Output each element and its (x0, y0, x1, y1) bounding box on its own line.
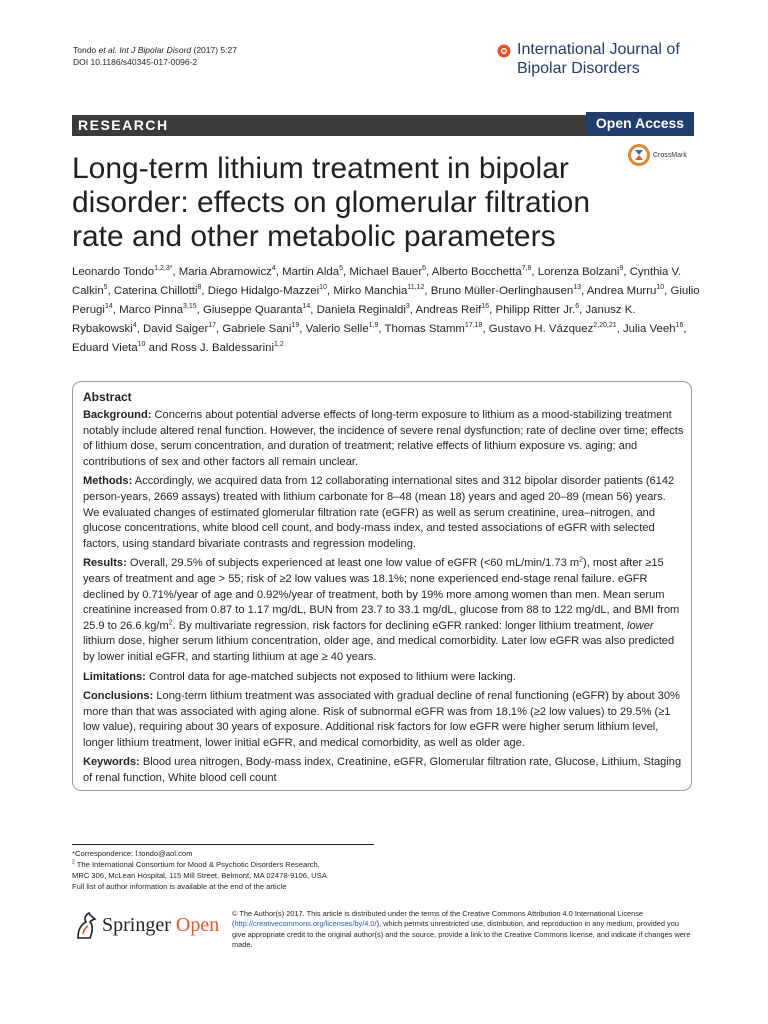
author[interactable]: Mirko Manchia$^{11,12}$ (333, 284, 425, 297)
license-text: © The Author(s) 2017. This article is distributed under the terms of the Creative Commons Attribution 4.0 International License (http://creativecommons.org/licenses/by/4.0/), which permits unrestricted use, distribution, and reproduction in any medium, provided you give appropriate credit to the original author(s) and the source, provide a link to the Creative Commons license, and indicate if changes were made. (232, 909, 691, 950)
author-info-note: Full list of author information is available at the end of the article (72, 882, 287, 891)
author-list: Leonardo Tondo$^{1,2,3*}$, Maria Abramowicz$^4$, Martin Alda$^5$, Michael Bauer$^6$, Alberto Bocchetta$^{7,8}$, Lorenza Bolzani$^9$, Cynthia V. Calkin$^5$, Caterina Chillotti$^8$, Diego Hidalgo-Mazzei$^{10}$, Mirko Manchia$^{11,12}$, Bruno Müller-Oerlinghausen$^{13}$, Andrea Murru$^{10}$, Giulio Perugi$^{14}$, Marco Pinna$^{3,15}$, Giuseppe Quaranta$^{14}$, Daniela Reginaldi$^3$, Andreas Reif$^{16}$, Philipp Ritter Jr.$^6$, Janusz K. Rybakowski$^4$, David Saiger$^{17}$, Gabriele Sani$^{19}$, Valerio Selle$^{1,9}$, Thomas Stamm$^{17,18}$, Gustavo H. Vázquez$^{2,20,21}$, Julia Veeh$^{16}$, Eduard Vieta$^{10}$ and Ross J. Baldessarini$^{1,2}$ (72, 265, 700, 354)
affiliation-note: $^2$ The International Consortium for Mood & Psychotic Disorders Research, (72, 859, 320, 869)
author[interactable]: Julia Veeh$^{16}$ (622, 322, 684, 335)
open-access-badge: Open Access (586, 112, 694, 135)
author[interactable]: Philipp Ritter Jr.$^6$ (495, 303, 580, 316)
crossmark-label: CrossMark (653, 151, 687, 159)
crossmark-icon (627, 143, 651, 167)
author[interactable]: Eduard Vieta$^{10}$ (72, 341, 146, 354)
abstract-background: Background: Concerns about potential adverse effects of long-term exposure to lithium as a mood-stabilizing treatment notably include altered renal function. However, the incidence of severe renal dysfunction; rate of decline over time; effects of lithium dose, serum concentration, and duration of treatment; relative effects of lithium exposure vs. aging; and contributions of sex and other factors all remain unclear. (83, 409, 684, 468)
footnotes (72, 848, 392, 892)
abstract-heading: Abstract (83, 390, 132, 404)
abstract-keywords: Keywords: Blood urea nitrogen, Body-mass index, Creatinine, eGFR, Glomerular filtration rate, Glucose, Lithium, Staging of renal function, White blood cell count (83, 756, 682, 785)
author[interactable]: David Saiger$^{17}$ (143, 322, 217, 335)
springer-horse-icon (74, 910, 98, 940)
author[interactable]: Alberto Bocchetta$^{7,8}$ (431, 265, 532, 278)
crossmark-button[interactable] (627, 143, 687, 167)
author[interactable]: Daniela Reginaldi$^3$ (316, 303, 410, 316)
author[interactable]: Giulio Perugi$^{14}$ (72, 285, 700, 316)
article-type-label: RESEARCH (78, 117, 169, 133)
author[interactable]: Valerio Selle$^{1,9}$ (305, 322, 379, 335)
citation (73, 44, 237, 68)
abstract-results: Results: Overall, 29.5% of subjects experienced at least one low value of eGFR (<60 mL/min/1.73 $m^2$), most after ≥15 years of treatment and age > 55; risk of ≥2 low values was 18.1%; none experienced end-stage renal failure. eGFR declined by 0.71%/year of age and 0.92%/year of treatment, both by 19% more among women than men. Mean serum creatinine increased from 0.87 to 1.17 mg/dL, BUN from 23.7 to 33.1 mg/dL, glucose from 88 to 122 mg/dL, and BMI from 25.9 to 26.6 $kg/m^2$. By multivariate regression, risk factors for declining eGFR ranked: longer lithium treatment, lower lithium dose, higher serum lithium concentration, older age, and medical comorbidity. Later low eGFR was also predicted by lower initial eGFR, and starting lithium at age ≥ 40 years. (83, 556, 680, 663)
abstract-methods: Methods: Accordingly, we acquired data from 12 collaborating international sites and 312 bipolar disorder patients (6142 person-years, 2669 assays) treated with lithium carbonate for 8–48 (mean 18) years and aged 20–89 (mean 56) years. We evaluated changes of estimated glomerular filtration rate (eGFR) as well as serum creatinine, urea–nitrogen, and glucose concentrations, white blood cell count, and body-mass index, and tested associations of eGFR with selected factors, using standard bivariate contrasts and regression modeling. (83, 475, 675, 550)
license-link[interactable]: http://creativecommons.org/licenses/by/4.0/ (234, 919, 377, 929)
journal-logo-icon (497, 44, 511, 58)
abstract-limitations: Limitations: Control data for age-matched subjects not exposed to lithium were lacking. (83, 670, 516, 683)
springer-open-wordmark: Springer Open (102, 913, 220, 936)
author[interactable]: Michael Bauer$^6$ (349, 265, 427, 278)
abstract-box (72, 381, 692, 791)
author[interactable]: Marco Pinna$^{3,15}$ (119, 303, 197, 316)
author[interactable]: Janusz K. Rybakowski$^4$ (72, 304, 636, 335)
author[interactable]: Martin Alda$^5$ (282, 265, 343, 278)
author[interactable]: Ross J. Baldessarini$^{1,2}$ (170, 341, 284, 354)
author[interactable]: Gustavo H. Vázquez$^{2,20,21}$ (488, 322, 617, 335)
author[interactable]: Bruno Müller-Oerlinghausen$^{13}$ (430, 284, 581, 297)
author[interactable]: Lorenza Bolzani$^9$ (537, 265, 624, 278)
author[interactable]: Giuseppe Quaranta$^{14}$ (203, 303, 311, 316)
springer-open-logo[interactable] (74, 910, 219, 940)
research-bar (72, 115, 694, 136)
author[interactable]: Cynthia V. Calkin$^5$ (72, 266, 682, 297)
doi[interactable]: DOI 10.1186/s40345-017-0096-2 (73, 57, 198, 67)
author[interactable]: Gabriele Sani$^{19}$ (222, 322, 300, 335)
footnote-divider (72, 844, 374, 845)
journal-name: International Journal of Bipolar Disorders (517, 41, 680, 77)
author[interactable]: Caterina Chillotti$^8$ (113, 284, 202, 297)
journal-brand[interactable] (497, 40, 707, 78)
author[interactable]: Diego Hidalgo-Mazzei$^{10}$ (207, 284, 327, 297)
affiliation-address: MRC 306, McLean Hospital, 115 Mill Street, Belmont, MA 02478-9106, USA (72, 871, 327, 880)
correspondence-email[interactable]: *Correspondence: l.tondo@aol.com (72, 849, 193, 858)
author[interactable]: Andrea Murru$^{10}$ (586, 284, 665, 297)
citation-line: Tondo et al. Int J Bipolar Disord (2017) 5:27 (73, 45, 237, 55)
abstract-conclusions: Conclusions: Long-term lithium treatment was associated with gradual decline of renal functioning (eGFR) by about 30% more than that was associated with aging alone. Risk of subnormal eGFR was from 18.1% (≥2 low values) to 29.5% (≥1 low value), requiring about 30 years of exposure. Additional risk factors for low eGFR were higher serum lithium level, longer lithium treatment, lower initial eGFR, and medical comorbidity, as well as older age. (83, 690, 680, 749)
author[interactable]: Andreas Reif$^{16}$ (415, 303, 490, 316)
author[interactable]: Thomas Stamm$^{17,18}$ (384, 322, 483, 335)
author[interactable]: Maria Abramowicz$^4$ (178, 265, 276, 278)
article-title: Long-term lithium treatment in bipolar disorder: effects on glomerular filtration rate and other metabolic parameters (72, 152, 591, 253)
author[interactable]: Leonardo Tondo$^{1,2,3*}$ (72, 265, 173, 278)
